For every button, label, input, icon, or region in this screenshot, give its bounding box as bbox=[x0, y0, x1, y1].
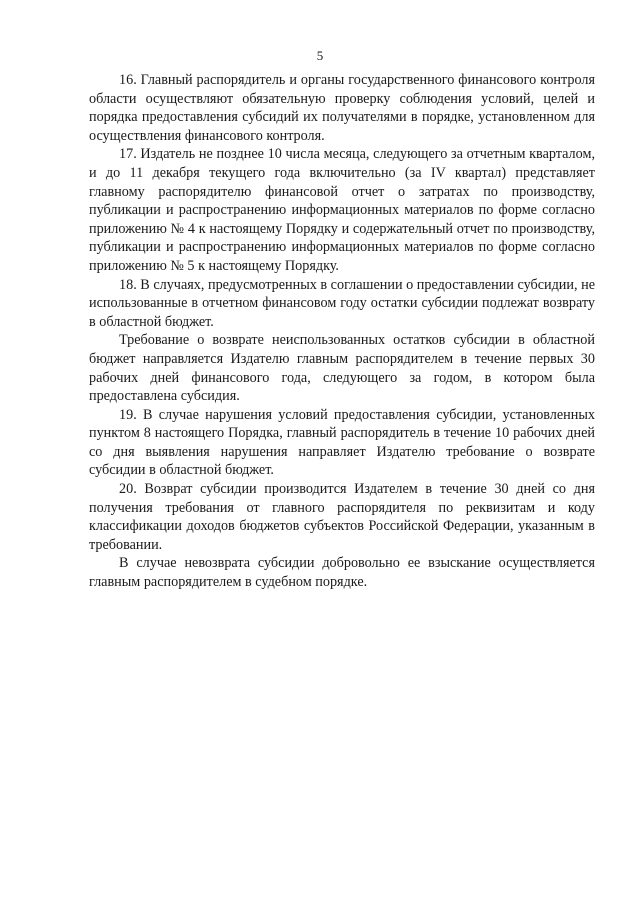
paragraph-20-recovery: В случае невозврата субсидии добровольно ее взыскание осуществляется главным распорядителем в судебном порядке. bbox=[89, 555, 595, 591]
paragraph-18: 18. В случаях, предусмотренных в соглашении о предоставлении субсидии, не использованные в отчетном финансовом году остатки субсидии подлежат возврату в областной бюджет. bbox=[89, 276, 595, 330]
paragraph-19: 19. В случае нарушения условий предоставления субсидии, установленных пунктом 8 настоящего Порядка, главный распорядитель в течение 10 рабочих дней со дня выявления нарушения направляет Издателю требование о возврате субсидии в областной бюджет. bbox=[89, 406, 595, 479]
paragraph-17: 17. Издатель не позднее 10 числа месяца, следующего за отчетным кварталом, и до 11 декабря текущего года включительно (за IV квартал) представляет главному распорядителю финансовой отчет о затратах по производству, публикации и распространению информационных материалов по форме согласно приложению № 4 к настоящему Порядку и содержательный отчет по производству, публикации и распространению информационных материалов по форме согласно приложению № 5 к настоящему Порядку. bbox=[89, 146, 595, 274]
paragraph-16: 16. Главный распорядитель и органы государственного финансового контроля области осуществляют обязательную проверку соблюдения условий, целей и порядка предоставления субсидий их получателями в порядке, установленном для осуществления финансового контроля. bbox=[89, 72, 595, 144]
page-number: 5 bbox=[316, 48, 324, 63]
paragraph-20: 20. Возврат субсидии производится Издателем в течение 30 дней со дня получения требования от главного распорядителя по реквизитам и коду классификации доходов бюджетов субъектов Российской Федерации, указанным в требовании. bbox=[89, 481, 595, 553]
document-body bbox=[89, 71, 595, 592]
paragraph-18-return-demand: Требование о возврате неиспользованных остатков субсидии в областной бюджет направляется Издателю главным распорядителем в течение первых 30 рабочих дней финансового года, следующего за годом, в котором была предоставлена субсидия. bbox=[89, 332, 595, 405]
